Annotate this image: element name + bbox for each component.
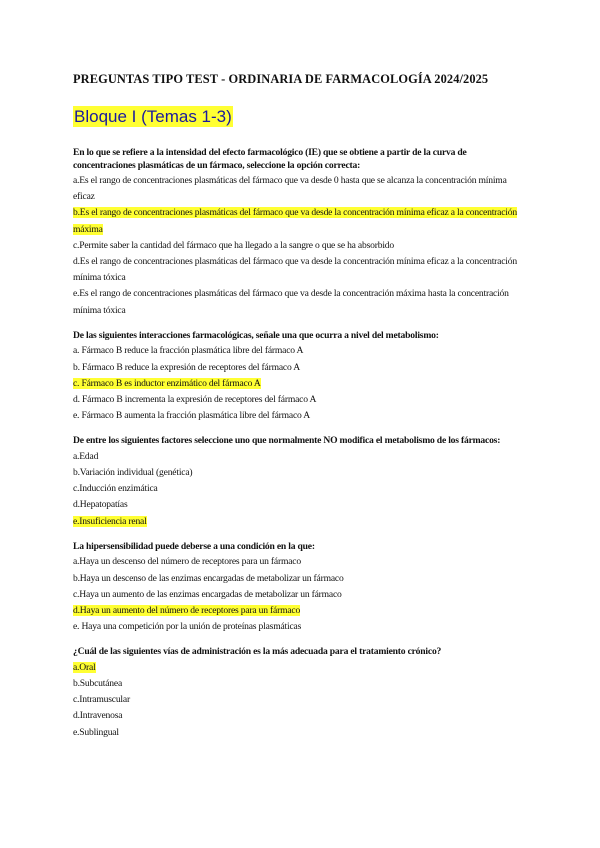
answer-option [73, 554, 529, 570]
question-1 [73, 147, 529, 319]
answer-option [73, 514, 529, 530]
question-stem: De entre los siguientes factores seleccione uno que normalmente NO modifica el metabolismo de los fármacos: [73, 435, 501, 447]
answer-option-text: b.Haya un descenso de las enzimas encargadas de metabolizar un fármaco [73, 572, 344, 584]
answer-option [73, 392, 529, 408]
answer-option-text: a.Haya un descenso del número de receptores para un fármaco [73, 556, 301, 568]
answer-option-text: d.Intravenosa [73, 710, 123, 722]
answer-option [73, 205, 529, 237]
answer-option [73, 571, 529, 587]
question-stem: En lo que se refiere a la intensidad del efecto farmacológico (IE) que se obtiene a partir de la curva de concentraciones plasmáticas de un fármaco, seleccione la opción correcta: [73, 147, 467, 171]
question-stem: La hipersensibilidad puede deberse a una condición en la que: [73, 540, 315, 552]
answer-option-text: c.Intramuscular [73, 694, 130, 706]
answer-option-text: d.Hepatopatías [73, 499, 128, 511]
document-title: PREGUNTAS TIPO TEST - ORDINARIA DE FARMACOLOGÍA 2024/2025 [73, 72, 489, 86]
answer-option-text: c.Inducción enzimática [73, 483, 158, 495]
answer-option [73, 343, 529, 359]
answer-option-text: e.Es el rango de concentraciones plasmáticas del fármaco que va desde la concentración máxima hasta la concentración mínima tóxica [73, 288, 509, 316]
correct-answer-highlight: e.Insuficiencia renal [73, 515, 147, 527]
question-stem: De las siguientes interacciones farmacológicas, señale una que ocurra a nivel del metabolismo: [73, 329, 439, 341]
answer-option-text: e. Haya una competición por la unión de proteínas plasmáticas [73, 621, 302, 633]
correct-answer-highlight: a.Oral [73, 661, 96, 673]
answer-option-text: e. Fármaco B aumenta la fracción plasmática libre del fármaco A [73, 410, 310, 422]
answer-option [73, 254, 529, 286]
answer-option-text: d.Es el rango de concentraciones plasmáticas del fármaco que va desde la concentración mínima eficaz a la concentración mínima tóxica [73, 256, 517, 284]
answer-option [73, 360, 529, 376]
answer-option-text: e.Sublingual [73, 726, 119, 738]
answer-option-text: d. Fármaco B incrementa la expresión de receptores del fármaco A [73, 393, 317, 405]
answer-option-text: b. Fármaco B reduce la expresión de receptores del fármaco A [73, 361, 300, 373]
answer-option [73, 465, 529, 481]
answer-option [73, 481, 529, 497]
answer-option-text: a.Es el rango de concentraciones plasmáticas del fármaco que va desde 0 hasta que se alcanza la concentración mínima eficaz [73, 175, 507, 203]
answer-option [73, 603, 529, 619]
question-list [73, 147, 529, 752]
correct-answer-highlight: d.Haya un aumento del número de receptores para un fármaco [73, 604, 301, 616]
answer-option [73, 676, 529, 692]
answer-option-text: c.Haya un aumento de las enzimas encargadas de metabolizar un fármaco [73, 588, 342, 600]
answer-option-text: a.Edad [73, 450, 99, 462]
answer-option-text: b.Subcutánea [73, 678, 123, 690]
correct-answer-highlight: c. Fármaco B es inductor enzimático del fármaco A [73, 377, 261, 389]
answer-option-text: c.Permite saber la cantidad del fármaco que ha llegado a la sangre o que se ha absorbido [73, 239, 394, 251]
answer-option [73, 449, 529, 465]
block-heading: Bloque I (Temas 1-3) [74, 107, 232, 126]
answer-option [73, 725, 529, 741]
answer-option [73, 708, 529, 724]
answer-option [73, 660, 529, 676]
question-2 [73, 330, 529, 425]
correct-answer-highlight: b.Es el rango de concentraciones plasmáticas del fármaco que va desde la concentración mínima eficaz a la concentración máxima [73, 207, 517, 235]
answer-option [73, 238, 529, 254]
answer-option [73, 497, 529, 513]
answer-option [73, 376, 529, 392]
question-stem: ¿Cuál de las siguientes vías de administración es la más adecuada para el tratamiento crónico? [73, 646, 442, 658]
answer-option [73, 173, 529, 205]
answer-option [73, 619, 529, 635]
answer-option [73, 286, 529, 318]
question-5 [73, 646, 529, 741]
answer-option [73, 408, 529, 424]
answer-option-text: b.Variación individual (genética) [73, 467, 193, 479]
answer-option [73, 587, 529, 603]
question-4 [73, 541, 529, 636]
answer-option-text: a. Fármaco B reduce la fracción plasmática libre del fármaco A [73, 345, 304, 357]
question-3 [73, 435, 529, 530]
answer-option [73, 692, 529, 708]
